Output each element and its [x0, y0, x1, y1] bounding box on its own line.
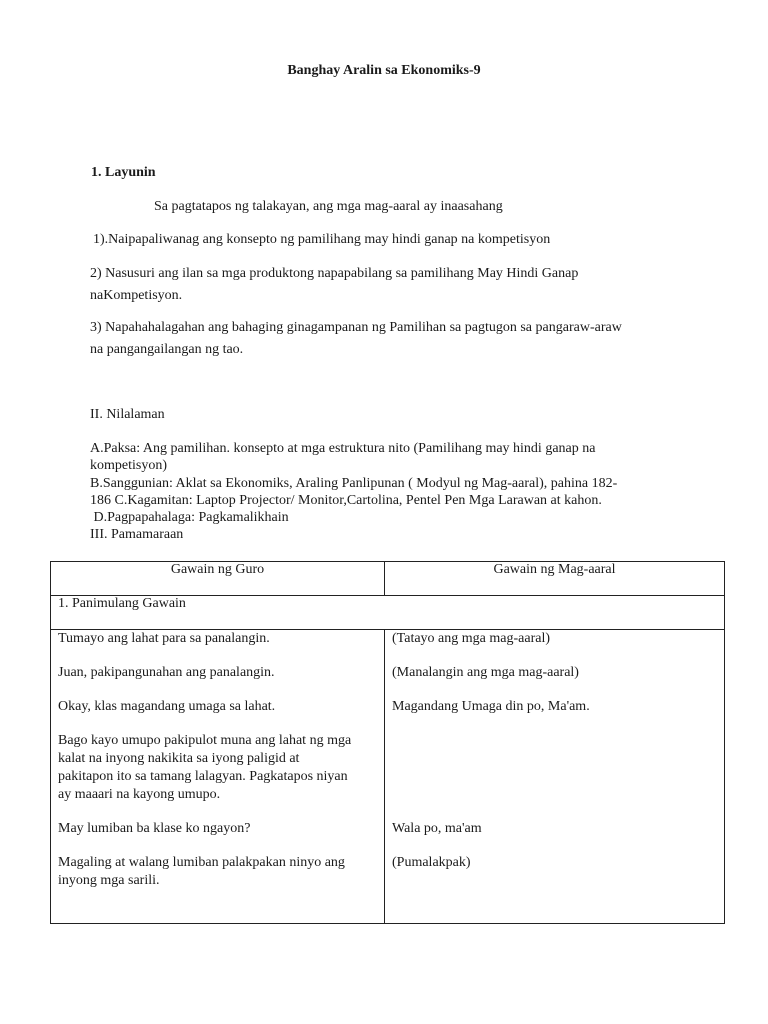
- section-heading-layunin: 1. Layunin: [91, 165, 156, 180]
- student-blank-space: [392, 732, 717, 804]
- objectives-intro: Sa pagtatapos ng talakayan, ang mga mag-aaral ay inaasahang: [154, 199, 503, 214]
- objective-3: [90, 319, 622, 359]
- teacher-line-3: Okay, klas magandang umaga sa lahat.: [58, 699, 276, 714]
- pagpapahalaga-line: D.Pagpapahalaga: Pagkamalikhain: [90, 510, 289, 526]
- student-line-5: Wala po, ma'am: [392, 821, 482, 836]
- paksa-line: A.Paksa: Ang pamilihan. konsepto at mga estruktura nito (Pamilihang may hindi ganap na: [90, 441, 596, 456]
- objective-2-line-2: naKompetisyon.: [90, 288, 183, 303]
- lesson-activity-table: [50, 561, 725, 924]
- teacher-line-4d: ay maaari na kayong umupo.: [58, 787, 221, 802]
- section-panimulang-gawain: 1. Panimulang Gawain: [51, 596, 725, 630]
- objective-3-line-2: na pangangailangan ng tao.: [90, 342, 244, 357]
- table-body-row: [51, 630, 725, 924]
- student-line-1: (Tatayo ang mga mag-aaral): [392, 631, 550, 646]
- teacher-line-2: Juan, pakipangunahan ang panalangin.: [58, 665, 275, 680]
- teacher-line-4a: Bago kayo umupo pakipulot muna ang lahat ng mga: [58, 733, 352, 748]
- teacher-line-6a: Magaling at walang lumiban palakpakan ninyo ang: [58, 855, 345, 870]
- student-line-3: Magandang Umaga din po, Ma'am.: [392, 699, 590, 714]
- objective-2-line-1: 2) Nasusuri ang ilan sa mga produktong napapabilang sa pamilihang May Hindi Ganap: [90, 266, 579, 281]
- teacher-line-5: May lumiban ba klase ko ngayon?: [58, 821, 251, 836]
- teacher-paragraph-6: [58, 854, 377, 890]
- paksa-line-cont: kompetisyon): [90, 458, 167, 474]
- kagamitan-line: 186 C.Kagamitan: Laptop Projector/ Monitor,Cartolina, Pentel Pen Mga Larawan at kahon.: [90, 492, 602, 508]
- teacher-line-4c: pakitapon ito sa tamang lalagyan. Pagkatapos niyan: [58, 769, 348, 784]
- teacher-line-6b: inyong mga sarili.: [58, 873, 160, 888]
- pamamaraan-heading: III. Pamamaraan: [90, 527, 184, 543]
- objective-1: 1).Naipapaliwanag ang konsepto ng pamilihang may hindi ganap na kompetisyon: [93, 232, 551, 247]
- section-heading-nilalaman: II. Nilalaman: [90, 407, 165, 422]
- header-teacher-activity: Gawain ng Guro: [51, 562, 385, 596]
- document-title: Banghay Aralin sa Ekonomiks-9: [287, 63, 481, 78]
- teacher-line-1: Tumayo ang lahat para sa panalangin.: [58, 631, 270, 646]
- objective-2: [90, 265, 578, 305]
- sanggunian-line: B.Sanggunian: Aklat sa Ekonomiks, Araling Panlipunan ( Modyul ng Mag-aaral), pahina 182-: [90, 475, 618, 491]
- teacher-activities-cell: [51, 630, 385, 924]
- student-activities-cell: [385, 630, 725, 924]
- teacher-line-4b: kalat na inyong nakikita sa iyong paligid at: [58, 751, 300, 766]
- nilalaman-content: [90, 440, 617, 544]
- objective-3-line-1: 3) Napahahalagahan ang bahaging ginagampanan ng Pamilihan sa pagtugon sa pangaraw-araw: [90, 320, 622, 335]
- teacher-paragraph-4: [58, 732, 377, 804]
- student-line-2: (Manalangin ang mga mag-aaral): [392, 665, 579, 680]
- header-student-activity: Gawain ng Mag-aaral: [385, 562, 725, 596]
- student-line-6: (Pumalakpak): [392, 855, 471, 870]
- table-section-row: [51, 596, 725, 630]
- table-header-row: [51, 562, 725, 596]
